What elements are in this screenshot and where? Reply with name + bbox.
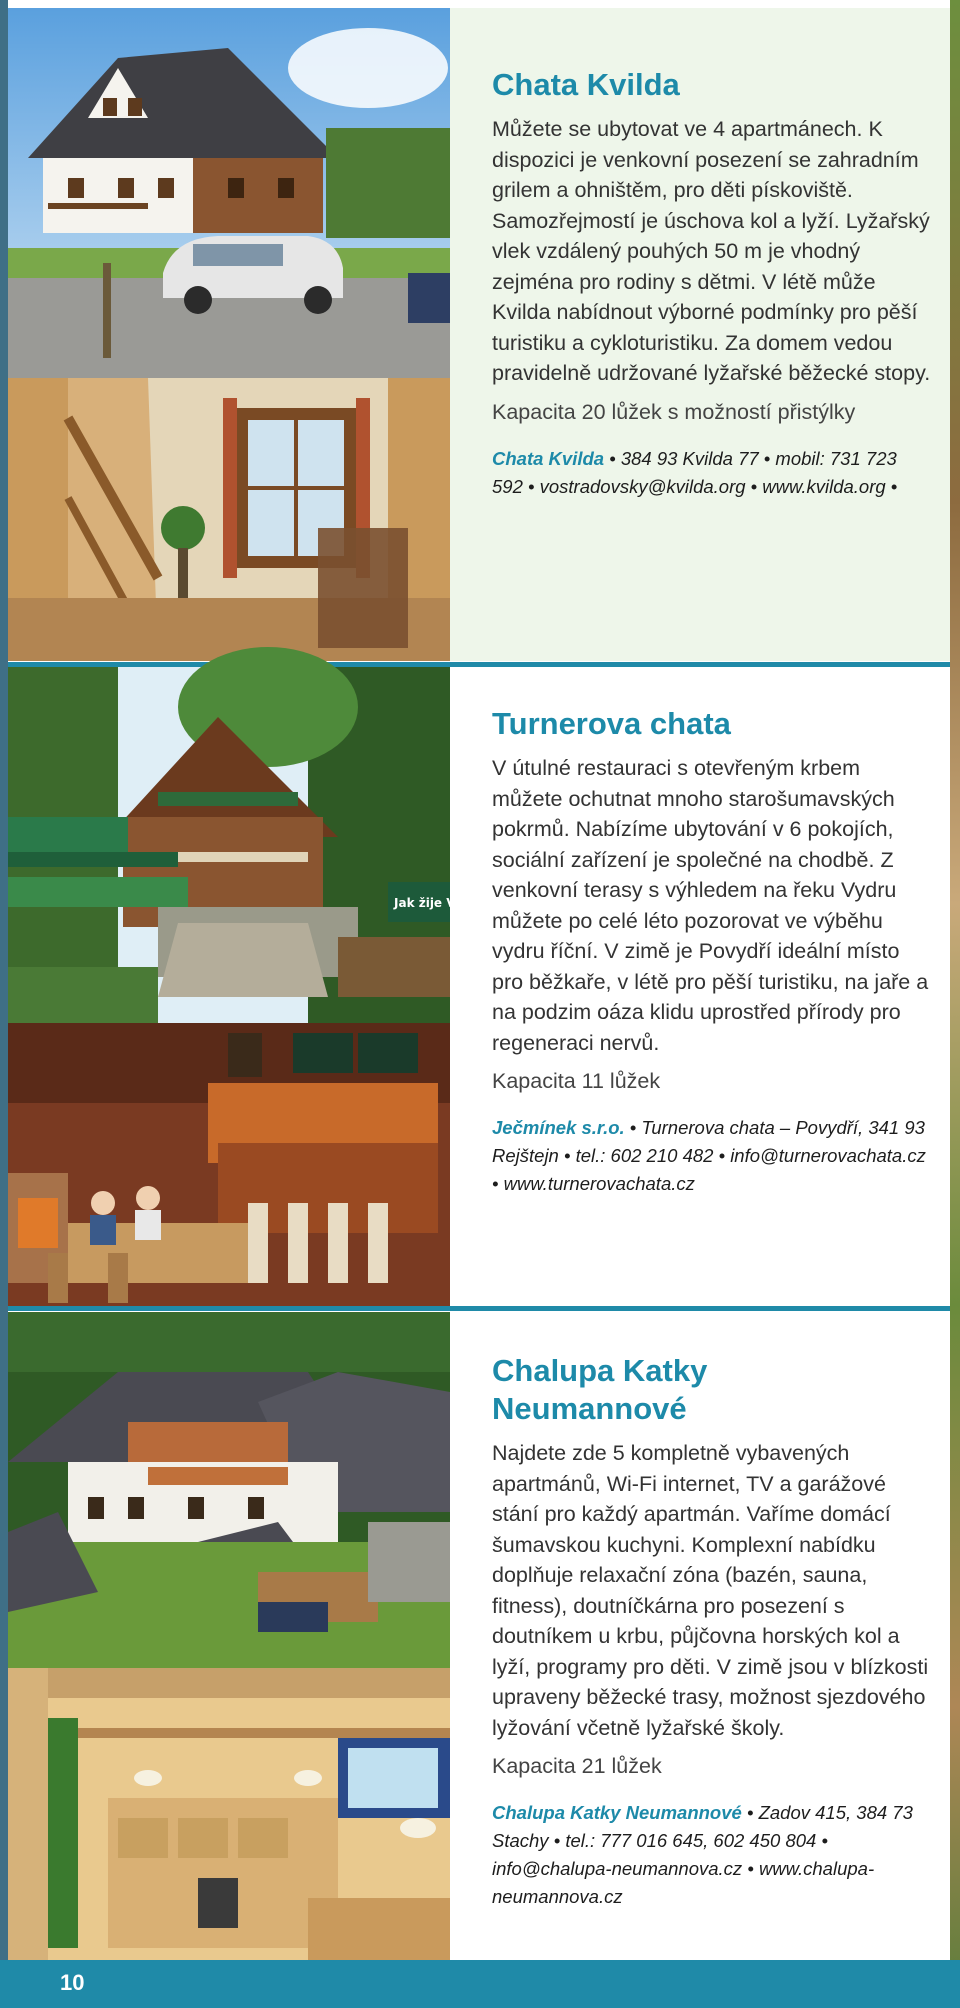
contact-brand: Chata Kvilda — [492, 447, 605, 469]
contact-details: • Zadov 415, 384 73 Stachy • tel.: 777 016 645, 602 450 804 • info@chalupa-neumannova.cz • www.chalupa-neumannova.cz — [492, 1802, 913, 1907]
listing-contact — [492, 1799, 932, 1911]
page-number: 10 — [60, 1970, 85, 1995]
contact-brand: Chalupa Katky Neumannové — [492, 1802, 742, 1823]
photo-chalupa-interior — [8, 1668, 450, 1960]
text-block-turnerova — [492, 705, 932, 1198]
sign-text: Jak žije Vydra — [394, 896, 486, 910]
listing-capacity: Kapacita 11 lůžek — [492, 1069, 661, 1093]
left-edge-strip — [0, 0, 8, 2008]
photo-kvilda-interior — [8, 378, 450, 661]
listing-title: Chalupa Katky Neumannové — [492, 1353, 708, 1426]
listing-description: Najdete zde 5 kompletně vybavených apartmánů, Wi-Fi internet, TV a garážové stání pro každý apartmán. Vaříme domácí šumavskou kuchyni. Komplexní nabídku doplňuje relaxační zóna (bazén, sauna, fitness), doutníčkárna pro posezení s doutníkem u krbu, půjčovna horských kol a lyží, programy pro děti. V zimě jsou v blízkosti upraveny běžecké trasy, možnost sjezdového lyžování včetně lyžařské školy. — [492, 1441, 929, 1740]
listing-capacity: Kapacita 21 lůžek — [492, 1754, 662, 1778]
listing-chata-kvilda — [8, 8, 950, 661]
section-divider — [8, 1306, 950, 1311]
page-footer — [0, 1960, 960, 2008]
listing-contact — [492, 445, 932, 501]
right-edge-strip — [950, 0, 960, 2008]
text-block-chalupa — [492, 1352, 932, 1911]
listing-capacity: Kapacita 20 lůžek s možností přistýlky — [492, 399, 856, 424]
photo-turnerova-interior — [8, 1023, 450, 1306]
listing-description: Můžete se ubytovat ve 4 apartmánech. K dispozici je venkovní posezení se zahradním grilem a ohništěm, pro děti pískoviště. Samozřejmostí je úschova kol a lyží. Lyžařský vlek vzdálený pouhých 50 m je vhodný zejména pro rodiny s dětmi. V létě může Kvilda nabídnout výborné podmínky pro pěší turistiku a cykloturistiku. Za domem vedou pravidelně udržované lyžařské běžecké stopy. — [492, 117, 931, 385]
listing-title: Chata Kvilda — [492, 67, 680, 102]
photo-turnerova-exterior — [8, 667, 486, 1023]
contact-brand: Ječmínek s.r.o. — [492, 1117, 625, 1138]
photo-kvilda-exterior — [8, 8, 450, 378]
contact-details: • Turnerova chata – Povydří, 341 93 Rejštejn • tel.: 602 210 482 • info@turnerovachata.cz • www.turnerovachata.cz — [492, 1117, 926, 1194]
text-block-kvilda — [492, 66, 932, 501]
listing-contact — [492, 1114, 932, 1198]
contact-details: • 384 93 Kvilda 77 • mobil: 731 723 592 • vostradovsky@kvilda.org • www.kvilda.org • — [492, 447, 898, 497]
listing-title: Turnerova chata — [492, 706, 731, 741]
photo-chalupa-exterior — [8, 1312, 450, 1668]
listing-description: V útulné restauraci s otevřeným krbem můžete ochutnat mnoho starošumavských pokrmů. Nabízíme ubytování v 6 pokojích, sociální zařízení je společné na chodbě. Z venkovní terasy s výhledem na řeku Vydru můžete po celé léto pozorovat ve výběhu vydru říční. V zimě je Povydří ideální místo pro běžkaře, v létě pro pěší turistiku, na jaře a na podzim oáza klidu uprostřed přírody pro regeneraci nervů. — [492, 756, 929, 1055]
listing-chalupa-katky-neumannove — [8, 1312, 950, 1960]
listing-turnerova-chata — [8, 667, 950, 1306]
